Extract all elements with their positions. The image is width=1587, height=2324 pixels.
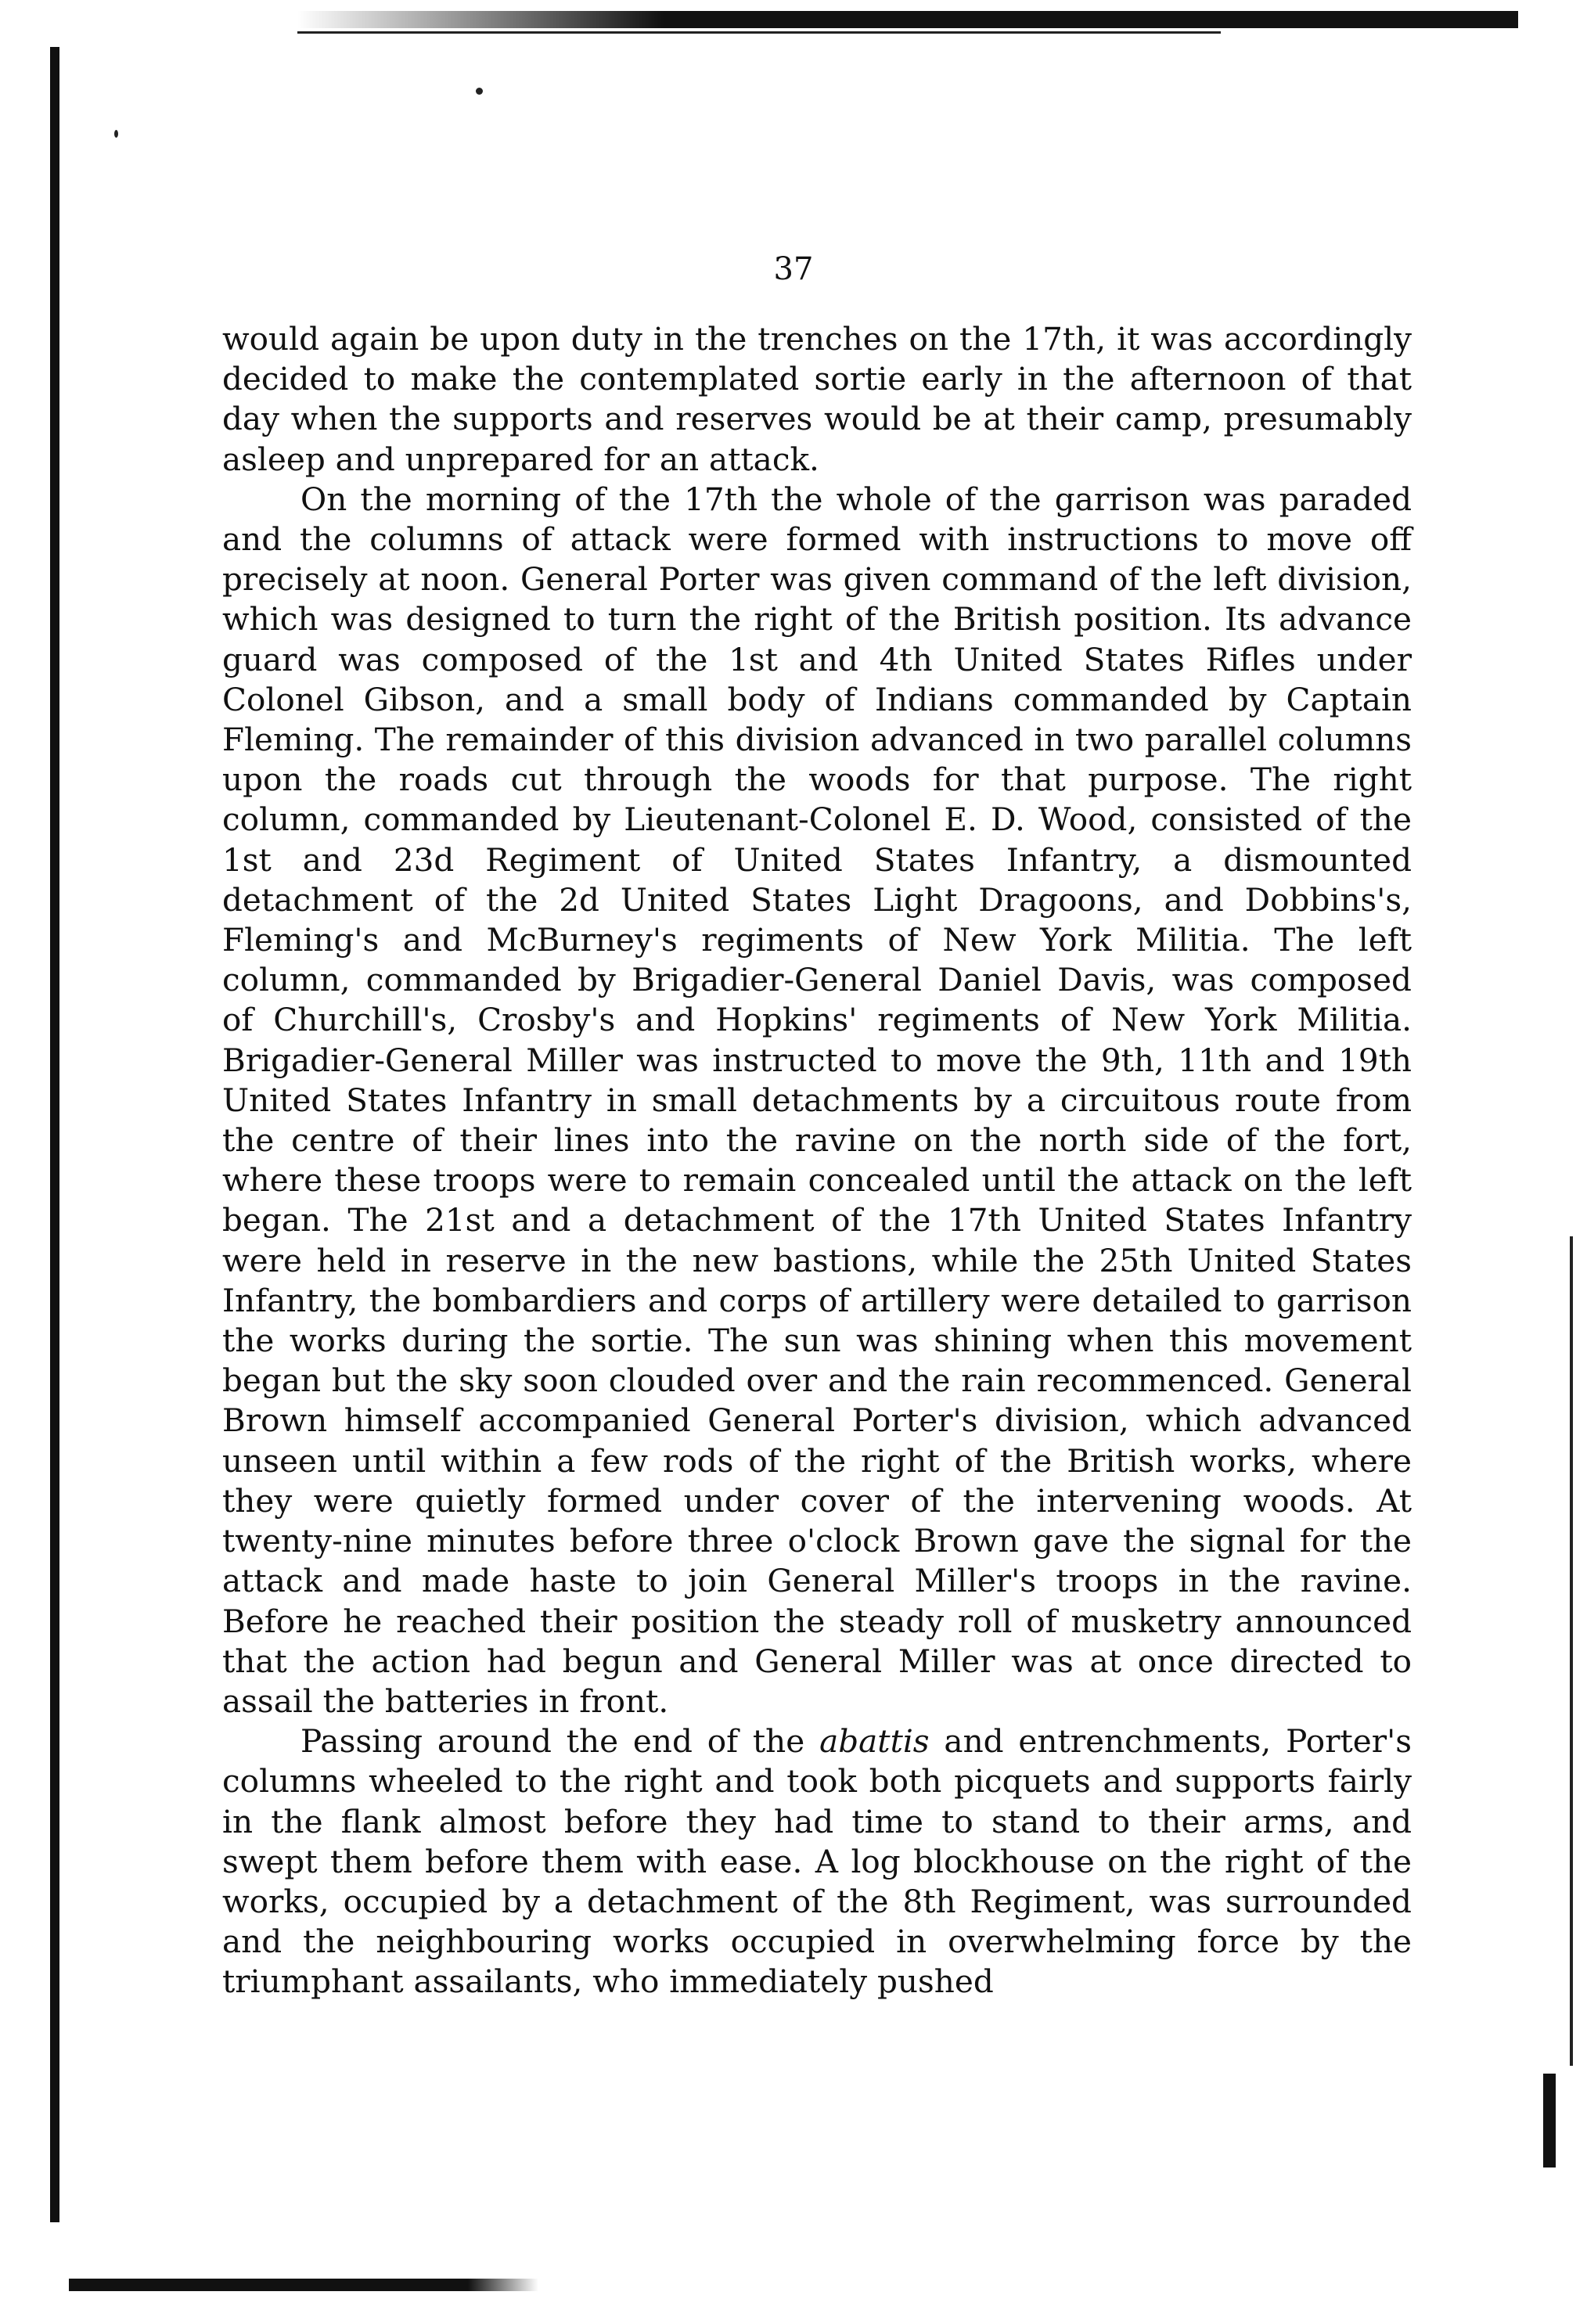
scan-right-edge-line: [1570, 1236, 1573, 2066]
scan-top-rule: [297, 11, 1518, 28]
italic-term: abattis: [819, 1722, 930, 1761]
paragraph-text: and entrenchments, Porter's columns wheeled to the right and took both picquets and supports fairly in the flank almost before they had time to stand to their arms, and swept them before them with ease. A log blockhouse on the right of the works, occupied by a detachment of the 8th Regiment, was surrounded and the neighbouring works occupied in overwhelming force by the triumphant assailants, who immediately pushed: [222, 1722, 1412, 2001]
scan-left-edge-bar: [50, 47, 59, 2222]
paragraph: [222, 480, 1412, 1721]
scan-right-edge-mark: [1543, 2074, 1556, 2168]
paragraph: [222, 1721, 1412, 2002]
scan-bottom-rule: [69, 2279, 538, 2291]
paragraph-text: On the morning of the 17th the whole of the garrison was paraded and the columns of attack were formed with instructions to move off precisely at noon. General Porter was given command of the left division, which was designed to turn the right of the British position. Its advance guard was composed of the 1st and 4th United States Rifles under Colonel Gibson, and a small body of Indians commanded by Captain Fleming. The remainder of this division advanced in two parallel columns upon the roads cut through the woods for that purpose. The right column, commanded by Lieutenant-Colonel E. D. Wood, consisted of the 1st and 23d Regiment of United States Infantry, a dismounted detachment of the 2d United States Light Dragoons, and Dobbins's, Fleming's and McBurney's regiments of New York Militia. The left column, commanded by Brigadier-General Daniel Davis, was composed of Churchill's, Crosby's and Hopkins' regiments of New York Militia. Brigadier-General Miller was instructed to move the 9th, 11th and 19th United States Infantry in small detachments by a circuitous route from the centre of their lines into the ravine on the north side of the fort, where these troops were to remain concealed until the attack on the left began. The 21st and a detachment of the 17th United States Infantry were held in reserve in the new bastions, while the 25th United States Infantry, the bombardiers and corps of artillery were detailed to garrison the works during the sortie. The sun was shining when this movement began but the sky soon clouded over and the rain recommenced. General Brown himself accompanied General Porter's division, which advanced unseen until within a few rods of the right of the British works, where they were quietly formed under cover of the intervening woods. At twenty-nine minutes before three o'clock Brown gave the signal for the attack and made haste to join General Miller's troops in the ravine. Before he reached their position the steady roll of musketry announced that the action had begun and General Miller was at once directed to assail the batteries in front.: [222, 480, 1412, 1720]
scan-top-rule-thin: [297, 31, 1221, 34]
paragraph-text: would again be upon duty in the trenches on the 17th, it was accordingly decided to make the contemplated sortie early in the afternoon of that day when the supports and reserves would be at their camp, presumably asleep and unprepared for an attack.: [222, 320, 1412, 478]
page-number: 37: [773, 251, 814, 287]
body-text: [222, 319, 1412, 2002]
scan-speck: [476, 88, 483, 95]
scan-speck: [114, 130, 118, 138]
paragraph-text: Passing around the end of the: [300, 1722, 820, 1761]
paragraph: [222, 319, 1412, 480]
